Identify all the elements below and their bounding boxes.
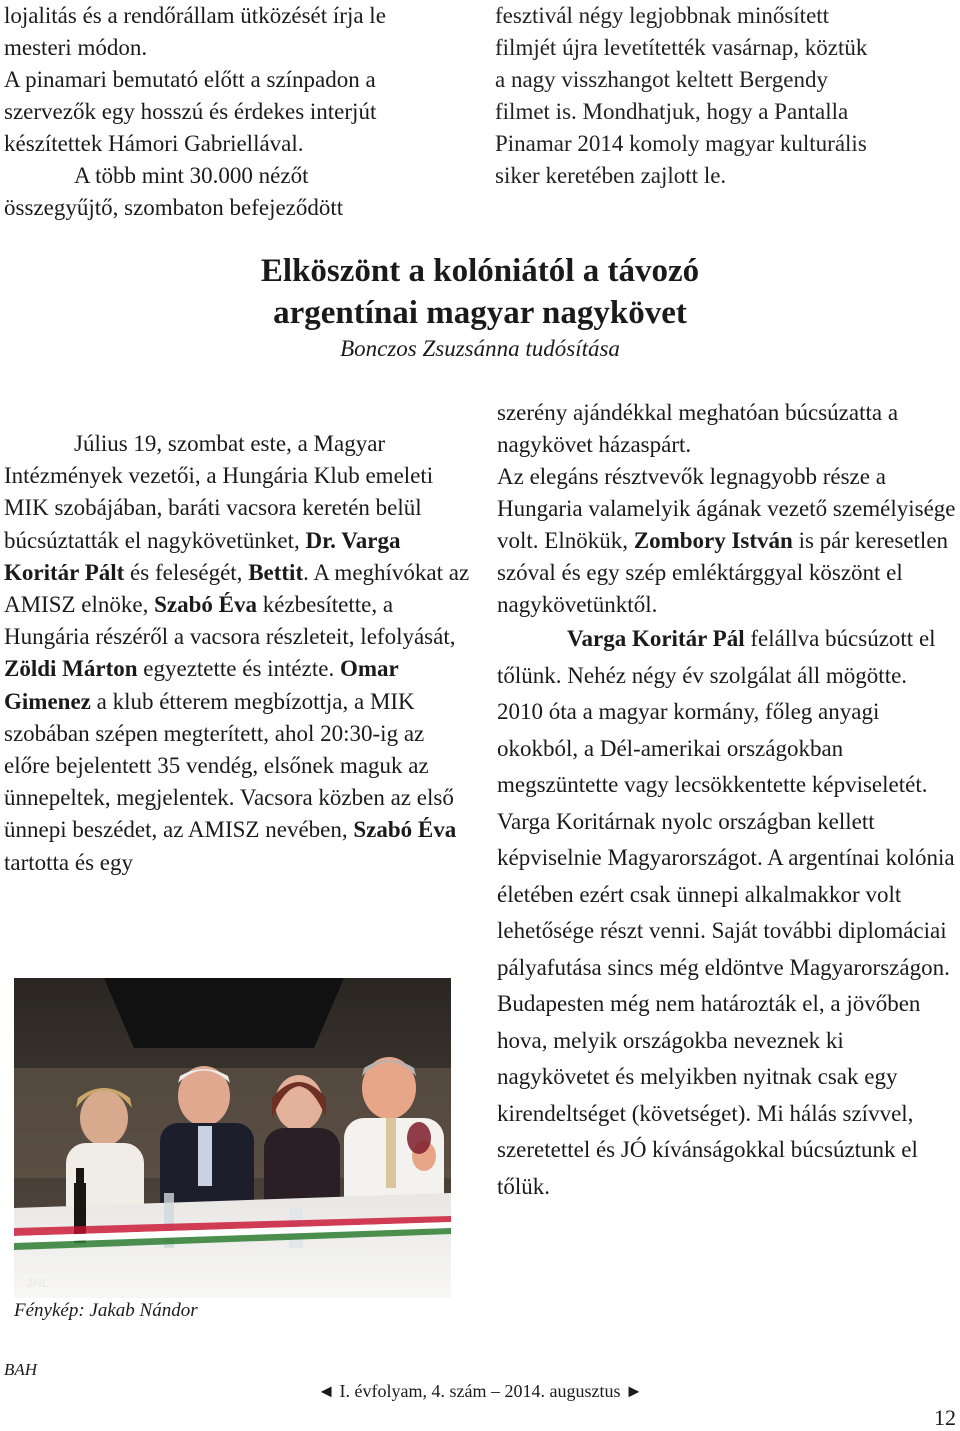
text-run: felállva búcsúzott el tőlünk. Nehéz négy év szolgálat áll mögötte. 2010 óta a magyar kormány, főleg anyagi okokból, a Dél-amerikai országokban megszüntette vagy lecsökkentette képviseletét. Varga Koritárnak nyolc országban kellett képviselnie Magyarországot. A argentínai kolónia életében ezért csak ünnepi alkalmakkor volt lehetősége részt venni. Saját további diplomáciai pályafutása sincs még eldöntve Magyarországon. Budapesten még nem határozták el, a jövőben hova, melyik országokba neveznek ki nagykövetet és melyikben nyitnak csak egy kirendeltséget (követséget). Mi hálás szívvel, szeretettel és JÓ kívánságokkal búcsúztunk el tőlük. <box>497 626 955 1199</box>
photo-watermark: JNL <box>26 1275 50 1290</box>
text-run: a klub étterem megbízottja, a MIK szobában szépen megterített, ahol 20:30-ig az előre bejelentett 35 vendég, elsőnek maguk az ünnepeltek, megjelentek. Vacsora közben az első ünnepi beszédet, az AMISZ nevében, <box>4 688 454 843</box>
text-run: kézbesítette, a Hungária részéről a vacsora részleteit, lefolyását, <box>4 592 456 650</box>
text-line: szervezők egy hosszú és érdekes interjút <box>4 99 377 124</box>
text-line: mesteri módon. <box>4 35 148 60</box>
text-line: A pinamari bemutató előtt a színpadon a <box>4 67 376 92</box>
text-line: lojalitás és a rendőrállam ütközését írja le <box>4 3 386 28</box>
article-paragraph <box>497 621 957 1205</box>
dinner-photo <box>14 978 451 1298</box>
article-left-column <box>4 428 474 879</box>
text-run: . A meghívókat az AMISZ elnöke, <box>4 559 470 618</box>
text-run: szerény ajándékkal meghatóan búcsúzatta a nagykövet házaspárt. <box>497 400 899 457</box>
text-line: filmet is. Mondhatjuk, hogy a Pantalla <box>495 99 849 124</box>
article-byline: Bonczos Zsuzsánna tudósítása <box>340 336 620 361</box>
bold-name: Bettit <box>248 559 304 585</box>
bold-name: Zombory István <box>633 528 793 553</box>
bold-name: Szabó Éva <box>154 592 258 618</box>
text-line: készítettek Hámori Gabriellával. <box>4 131 304 156</box>
article-right-column <box>497 397 957 1205</box>
bold-name: Omar Gimenez <box>4 656 399 714</box>
page-number: 12 <box>934 1405 956 1430</box>
text-run: Július 19, szombat este, a Magyar Intézmények vezetői, a Hungária Klub emeleti MIK szobájában, baráti vacsora keretén belül búcsúztatták el nagykövetünket, <box>4 431 434 553</box>
article-headline <box>0 250 960 334</box>
bold-name: Zöldi Márton <box>4 656 138 682</box>
footer-initials: BAH <box>4 1360 38 1379</box>
article-paragraph <box>497 397 957 461</box>
bold-name: Szabó Éva <box>353 817 457 843</box>
issue-info: ◄ I. évfolyam, 4. szám – 2014. augusztus ► <box>317 1381 643 1401</box>
article-header <box>0 250 960 364</box>
text-line: a nagy visszhangot keltett Bergendy <box>495 67 828 92</box>
article-paragraph <box>4 428 474 879</box>
text-run: Az elegáns résztvevők legnagyobb része a Hungaria valamelyik ágának vezető személyisége volt. Elnökük, <box>497 464 956 553</box>
photo-illustration <box>14 978 451 1298</box>
text-line: siker keretében zajlott le. <box>495 163 727 188</box>
article-paragraph <box>497 461 957 621</box>
text-line: A több mint 30.000 nézőt <box>74 163 309 188</box>
text-line: fesztivál négy legjobbnak minősített <box>495 3 830 28</box>
bold-name: Varga Koritár Pál <box>567 626 745 651</box>
text-line: Pinamar 2014 komoly magyar kulturális <box>495 131 867 156</box>
headline-line-2: argentínai magyar nagykövet <box>273 295 687 331</box>
top-right-column <box>495 0 953 192</box>
text-run: is pár keresetlen szóval és egy szép emléktárggyal köszönt el nagykövetünktől. <box>497 528 949 617</box>
text-run: tartotta és egy <box>4 849 134 875</box>
text-line: filmjét újra levetítették vasárnap, köztük <box>495 35 868 60</box>
top-left-column <box>4 0 476 224</box>
headline-line-1: Elköszönt a kolóniától a távozó <box>260 253 700 289</box>
photo-caption: Fénykép: Jakab Nándor <box>14 1300 198 1321</box>
text-line: összegyűjtő, szombaton befejeződött <box>4 195 344 220</box>
bold-name: Dr. Varga Koritár Pált <box>4 527 401 585</box>
text-run: egyeztette és intézte. <box>137 656 340 682</box>
text-run: és feleségét, <box>124 559 249 585</box>
